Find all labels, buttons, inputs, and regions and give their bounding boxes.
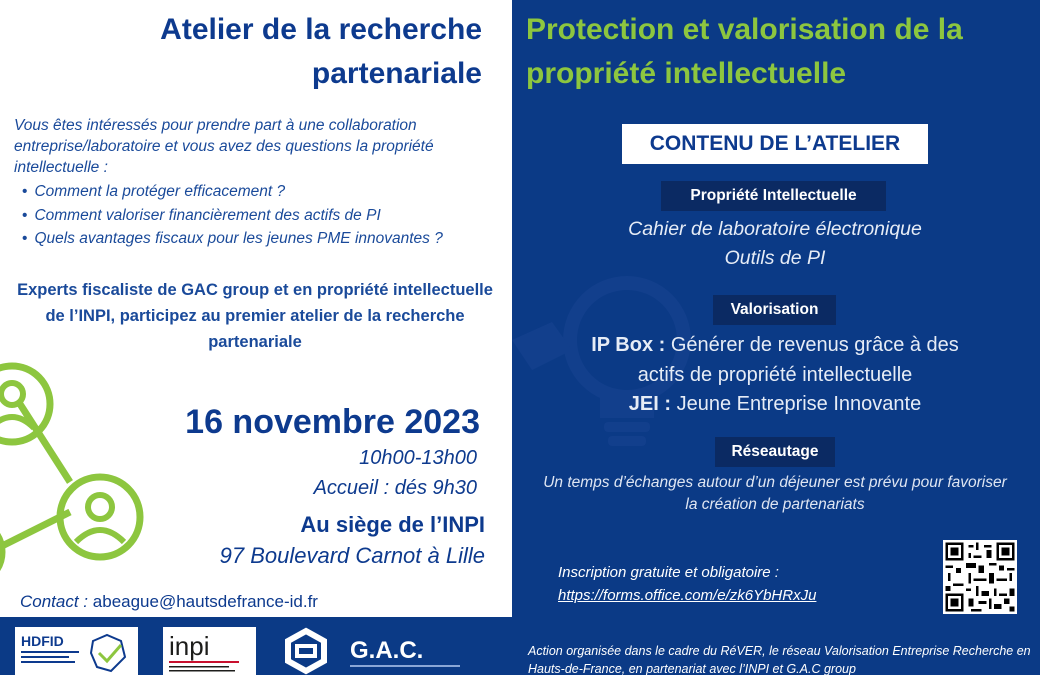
- network-people-icon: [0, 362, 150, 582]
- jei-line: [542, 390, 1008, 420]
- left-panel: [0, 0, 512, 617]
- workshop-title: Atelier de la recherche partenariale: [160, 13, 482, 90]
- inpi-logo: [163, 627, 256, 675]
- hdfid-logo: [15, 627, 138, 675]
- ipbox-text-2: actifs de propriété intellectuelle: [637, 363, 913, 386]
- ip-topics: [542, 215, 1008, 273]
- question-item: • Quels avantages fiscaux pour les jeunes PME innovantes ?: [22, 227, 512, 251]
- workshop-content-heading: CONTENU DE L’ATELIER: [622, 124, 928, 164]
- ipbox-text-1: Générer de revenus grâce à des: [670, 334, 959, 356]
- experts-text: Experts fiscaliste de GAC group et en propriété intellectuelle de l’INPI, participez au premier atelier de la recherche partenariale: [17, 281, 493, 351]
- ip-topic: Outils de PI: [724, 247, 826, 269]
- ipbox-line: [542, 331, 1008, 361]
- footer-note: Action organisée dans le cadre du RéVER, le réseau Valorisation Entreprise Recherche en Hauts-de-France, en partenariat avec l’INPI et G.A.C group: [528, 644, 1031, 675]
- intro-text: Vous êtes intéressés pour prendre part à une collaboration entreprise/laboratoire et vous avez des questions la propriété intellectuelle :: [14, 117, 434, 176]
- gac-logo: [280, 625, 480, 675]
- contact-label: Contact :: [20, 592, 89, 611]
- event-date: 16 novembre 2023: [185, 403, 480, 441]
- valorisation-topics: [542, 331, 1008, 420]
- qr-code-icon[interactable]: [943, 540, 1017, 614]
- gac-logo-text: G.A.C.: [350, 637, 424, 664]
- hdfid-logo-text: HDFID: [21, 633, 64, 649]
- registration-text: Inscription gratuite et obligatoire :: [558, 564, 779, 581]
- event-address: 97 Boulevard Carnot à Lille: [219, 543, 485, 568]
- section-tag-networking: Réseautage: [715, 437, 835, 467]
- section-tag-ip: Propriété Intellectuelle: [661, 181, 886, 211]
- networking-text: Un temps d’échanges autour d’un déjeuner est prévu pour favoriser la création de partenariats: [543, 474, 1007, 513]
- registration-link[interactable]: https://forms.office.com/e/zk6YbHRxJu: [558, 587, 817, 604]
- event-place: Au siège de l’INPI: [300, 512, 485, 537]
- ipbox-label: IP Box :: [591, 334, 666, 356]
- footer-bar: [0, 617, 1040, 675]
- contact-email[interactable]: abeague@hautsdefrance-id.fr: [92, 592, 318, 611]
- question-item: • Comment valoriser financièrement des actifs de PI: [22, 204, 512, 228]
- event-welcome-time: Accueil : dés 9h30: [313, 477, 477, 499]
- right-panel: [512, 0, 1040, 617]
- event-time: 10h00-13h00: [359, 447, 477, 469]
- contact-line: [20, 590, 500, 614]
- jei-label: JEI :: [628, 393, 672, 415]
- inpi-logo-text: inpi: [169, 631, 210, 661]
- question-list: [22, 180, 512, 251]
- question-item: • Comment la protéger efficacement ?: [22, 180, 512, 204]
- jei-text: Jeune Entreprise Innovante: [676, 393, 922, 415]
- ip-topic: Cahier de laboratoire électronique: [628, 218, 922, 240]
- theme-title: Protection et valorisation de la propriété intellectuelle: [526, 13, 963, 90]
- section-tag-valorisation: Valorisation: [713, 295, 836, 325]
